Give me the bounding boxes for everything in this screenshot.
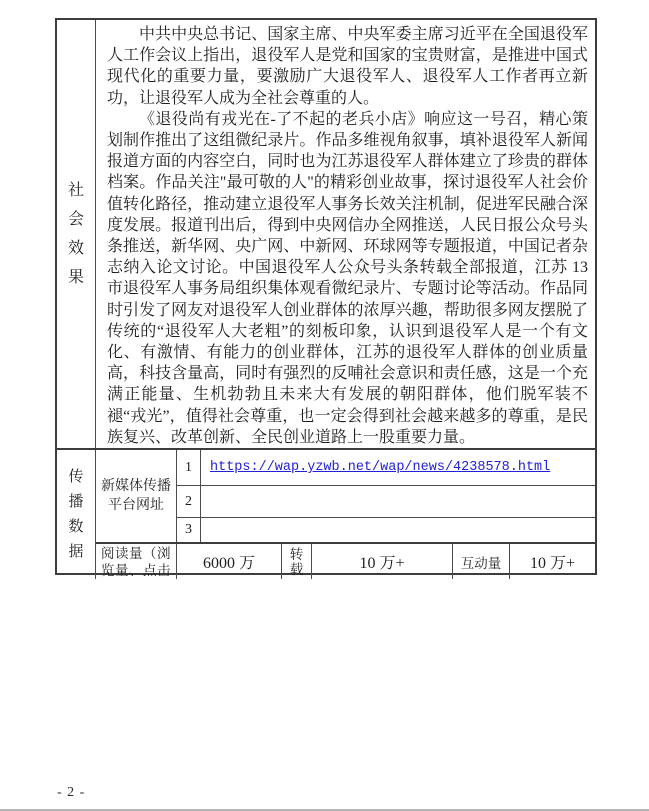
url-rows [177,450,595,542]
read-count-label-line1: 阅读量（浏 [101,546,171,562]
spread-data-header-cell [57,450,96,579]
url-row-3-cell [201,518,595,542]
interaction-label: 互动量 [453,544,510,579]
social-effect-header-cell [57,20,96,448]
repost-value: 10 万+ [312,544,453,579]
metrics-row [96,542,595,579]
repost-label: 转载 [289,546,304,577]
url-row-1-number: 1 [177,450,201,485]
url-row-2-number: 2 [177,486,201,517]
url-row-1-cell [201,450,595,485]
interaction-value: 10 万+ [529,555,576,573]
read-count-label-cell [96,544,177,579]
social-effect-paragraph-2: 《退役尚有戎光在-了不起的老兵小店》响应这一号召，精心策划制作推出了这组微纪录片。作品多维视角叙事，填补退役军人新闻报道方面的内容空白，同时也为江苏退役军人群体建立了珍贵的群体档案。作品关注"最可敬的人"的精彩创业故事，探讨退役军人社会价值转化路径，推动建立退役军人事务长效关注机制，促进军民融合深度发展。报道刊出后，得到中央网信办全网推送，人民日报公众号头条推送，新华网、央广网、中新网、环球网等专题报道，中国记者杂志纳入论文讨论。中国退役军人公众号头条转载全部报道，江苏 13 市退役军人事务局组织集体观看微纪录片、专题讨论等活动。作品同时引发了网友对退役军人创业群体的浓厚兴趣，帮助很多网友摆脱了传统的“退役军人大老粗”的刻板印象，认识到退役军人是一个有文化、有激情、有能力的创业群体，江苏的退役军人群体的创业质量高，科技含量高，同时有强烈的反哺社会意识和责任感，这是一个充满正能量、生机勃勃且未来大有发展的朝阳群体，他们脱军装不褪“戎光”，值得社会尊重，也一定会得到社会越来越多的尊重，是民族复兴、改革创新、全民创业道路上一股重要力量。 [107,110,588,446]
url-row-2 [177,485,595,517]
social-effect-paragraph-1: 中共中央总书记、国家主席、中央军委主席习近平在全国退役军人工作会议上指出，退役军人是党和国家的宝贵财富，是推进中国式现代化的重要力量，要激励广大退役军人、退役军人工作者再立新功，让退役军人成为全社会尊重的人。 [107,26,588,107]
read-count-value: 6000 万 [177,544,282,579]
platform-url-label-line1: 新媒体传播 [101,479,171,495]
platform-url-block [96,450,595,542]
social-effect-row [57,20,595,448]
platform-url-label-cell [96,450,177,542]
award-form-table [55,18,597,578]
url-row-1 [177,450,595,485]
social-effect-label: 社会效果 [67,182,84,287]
repost-label-cell [282,544,312,579]
url-row-3-number: 3 [177,518,201,542]
url-row-3 [177,517,595,542]
platform-url-label-line2: 平台网址 [108,498,164,514]
spread-data-row [57,448,595,579]
read-count-label-line2: 览量、点击 [101,562,171,578]
spread-data-content [96,450,595,579]
spread-data-label: 传播数据 [68,468,84,560]
social-effect-content-cell [96,20,595,448]
page-number: - 2 - [57,785,86,800]
url-row-2-cell [201,486,595,517]
news-url-link[interactable]: https://wap.yzwb.net/wap/news/4238578.html [210,460,551,476]
